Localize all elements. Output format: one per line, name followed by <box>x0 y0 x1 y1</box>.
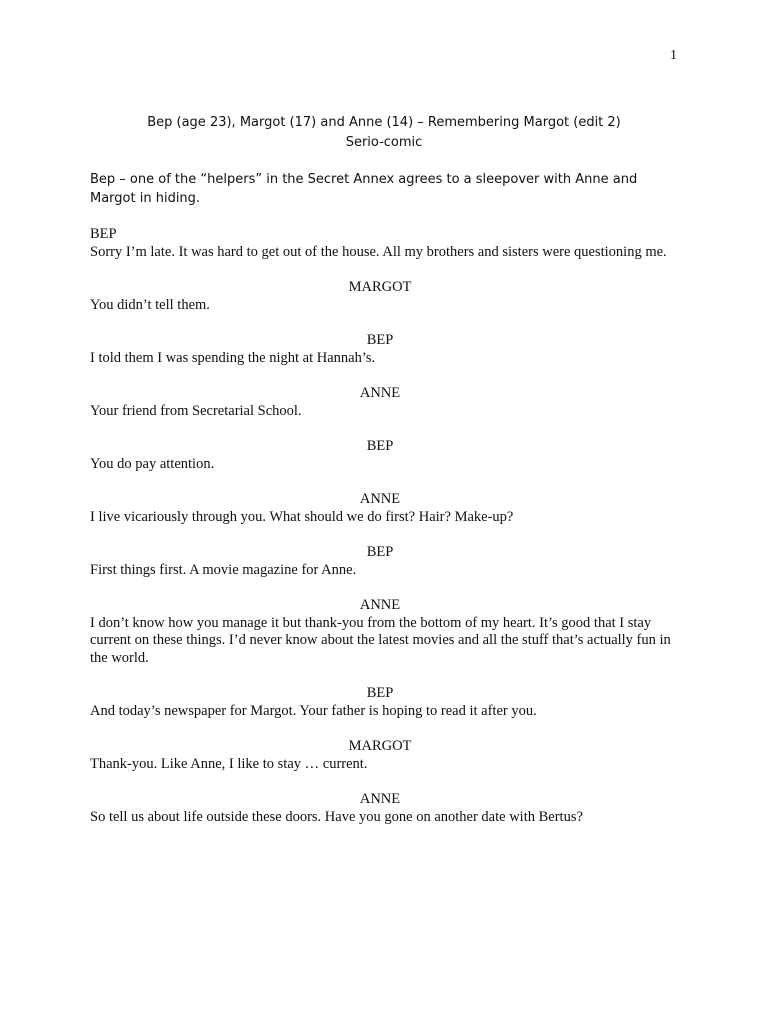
dialogue-block <box>90 385 680 420</box>
speaker-name: MARGOT <box>348 279 412 295</box>
speaker-name: BEP <box>366 332 394 348</box>
speaker-name: BEP <box>366 544 394 560</box>
speaker-name: ANNE <box>359 491 401 507</box>
speaker-name: BEP <box>90 226 117 242</box>
dialogue-block <box>90 544 680 579</box>
dialogue-line: You didn’t tell them. <box>90 296 210 313</box>
dialogue-line: I told them I was spending the night at Hannah’s. <box>90 349 376 366</box>
scene-intro: Bep – one of the “helpers” in the Secret Annex agrees to a sleepover with Anne and Margot in hiding. <box>90 172 638 206</box>
dialogue-line: Thank-you. Like Anne, I like to stay … current. <box>90 755 368 772</box>
dialogue-block <box>90 738 680 773</box>
speaker-name: ANNE <box>359 385 401 401</box>
page-number: 1 <box>670 48 677 63</box>
speaker-name: ANNE <box>359 597 401 613</box>
dialogue-block <box>90 279 680 314</box>
dialogue-list <box>90 226 680 844</box>
dialogue-block <box>90 791 680 826</box>
speaker-name: ANNE <box>359 791 401 807</box>
dialogue-line: Your friend from Secretarial School. <box>90 402 302 419</box>
script-title: Bep (age 23), Margot (17) and Anne (14) – Remembering Margot (edit 2) <box>147 115 621 130</box>
dialogue-line: I live vicariously through you. What should we do first? Hair? Make-up? <box>90 508 514 525</box>
dialogue-block <box>90 438 680 473</box>
script-subtitle: Serio-comic <box>345 135 423 150</box>
speaker-name: BEP <box>366 438 394 454</box>
dialogue-line: And today’s newspaper for Margot. Your father is hoping to read it after you. <box>90 702 537 719</box>
dialogue-line: You do pay attention. <box>90 455 215 472</box>
dialogue-block <box>90 597 680 667</box>
dialogue-block <box>90 685 680 720</box>
dialogue-line: So tell us about life outside these doors. Have you gone on another date with Bertus? <box>90 808 583 825</box>
speaker-name: MARGOT <box>348 738 412 754</box>
title-block <box>0 113 768 153</box>
dialogue-block <box>90 226 680 261</box>
dialogue-block <box>90 491 680 526</box>
dialogue-line: I don’t know how you manage it but thank-you from the bottom of my heart. It’s good that I stay current on these things. I’d never know about the latest movies and all the stuff that’s actually fun in the world. <box>90 614 671 666</box>
speaker-name: BEP <box>366 685 394 701</box>
dialogue-line: Sorry I’m late. It was hard to get out of the house. All my brothers and sisters were questioning me. <box>90 243 667 260</box>
dialogue-line: First things first. A movie magazine for Anne. <box>90 561 357 578</box>
dialogue-block <box>90 332 680 367</box>
